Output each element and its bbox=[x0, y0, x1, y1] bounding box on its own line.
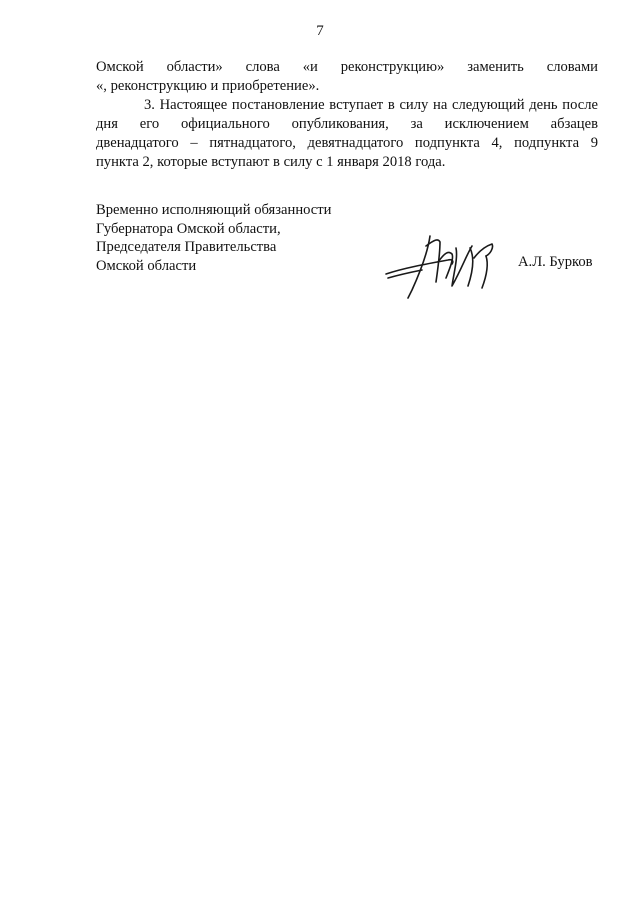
page-number: 7 bbox=[316, 23, 324, 39]
position-line-4: Омской области bbox=[96, 257, 197, 274]
position-line-2: Губернатора Омской области, bbox=[96, 220, 281, 237]
paragraph-1-line-2: «, реконструкцию и приобретение». bbox=[96, 78, 320, 94]
paragraph-2-line-3: двенадцатого – пятнадцатого, девятнадцатого подпункта 4, подпункта 9 bbox=[96, 135, 598, 151]
handwritten-signature bbox=[382, 228, 512, 300]
position-line-1: Временно исполняющий обязанности bbox=[96, 202, 332, 218]
paragraph-2-line-4: пункта 2, которые вступают в силу с 1 января 2018 года. bbox=[96, 154, 446, 170]
signatory-position bbox=[96, 201, 331, 275]
body-text bbox=[96, 58, 598, 172]
signer-name: А.Л. Бурков bbox=[518, 254, 593, 270]
position-line-3: Председателя Правительства bbox=[96, 239, 277, 255]
paragraph-1-line-1: Омской области» слова «и реконструкцию» заменить словами bbox=[96, 59, 598, 75]
paragraph-2-line-1: 3. Настоящее постановление вступает в силу на следующий день после bbox=[144, 97, 598, 113]
paragraph-2-line-2: дня его официального опубликования, за исключением абзацев bbox=[96, 116, 598, 132]
